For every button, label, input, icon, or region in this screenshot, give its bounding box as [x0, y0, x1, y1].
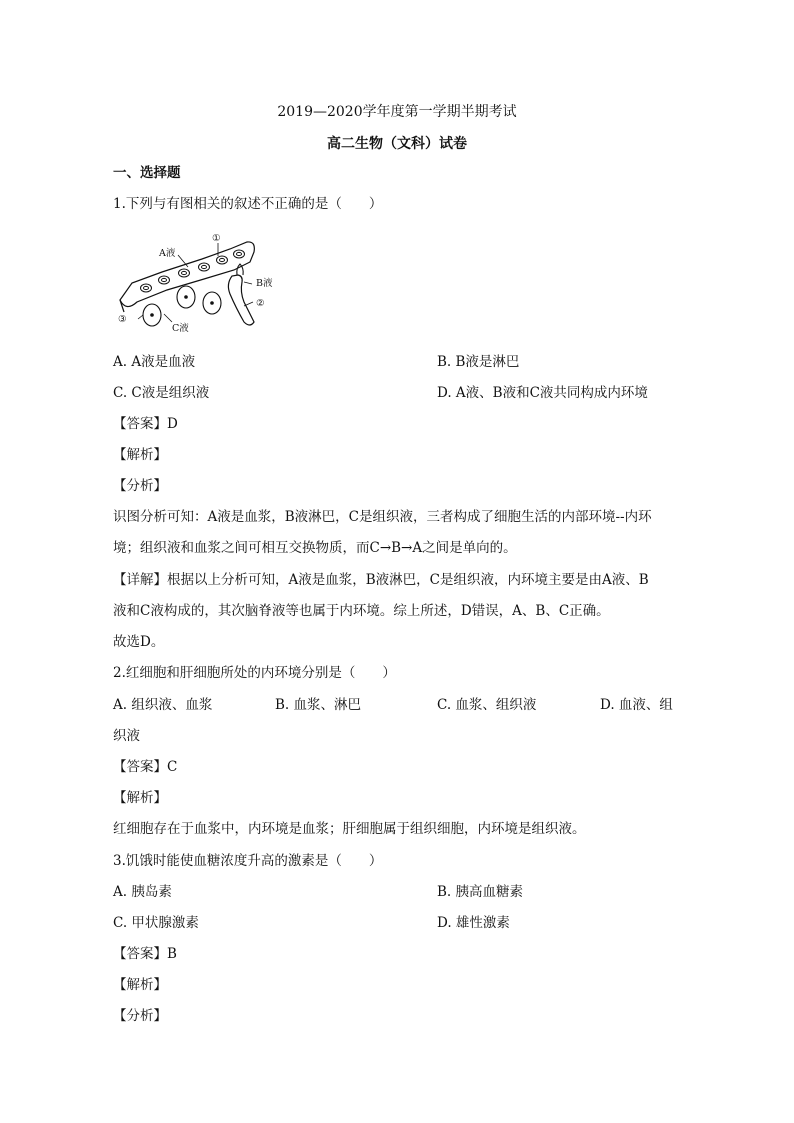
q1-analysis-label: 【解析】 [113, 447, 167, 463]
capillary-end-line [120, 300, 124, 312]
label-c-liquid: C液 [172, 323, 189, 334]
q1-option-c: C. C液是组织液 [113, 385, 210, 401]
q3-analysis-label: 【解析】 [113, 977, 167, 993]
q2-option-a: A. 组织液、血浆 [113, 697, 213, 713]
q3-option-b: B. 胰高血糖素 [437, 884, 524, 900]
q3-answer: 【答案】B [113, 946, 177, 962]
exam-subtitle: 高二生物（文科）试卷 [327, 136, 467, 152]
q2-analysis: 红细胞存在于血浆中，内环境是血浆；肝细胞属于组织细胞，内环境是组织液。 [113, 821, 586, 837]
q1-fenxi-line-2: 境；组织液和血浆之间可相互交换物质，而C→B→A之间是单向的。 [113, 540, 517, 556]
body-fluid-diagram [112, 228, 312, 340]
q2-stem: 2.红细胞和肝细胞所处的内环境分别是（ ） [113, 665, 396, 681]
marker-3: ③ [118, 314, 127, 325]
leader-lines [138, 243, 253, 322]
exam-title: 2019—2020学年度第一学期半期考试 [277, 104, 517, 120]
q1-option-a: A. A液是血液 [113, 354, 196, 370]
q2-option-b: B. 血浆、淋巴 [275, 697, 362, 713]
q3-option-d: D. 雄性激素 [437, 915, 510, 931]
q1-answer: 【答案】D [113, 416, 178, 432]
lymphatic-vessel [228, 275, 254, 325]
q1-detail-line-2: 液和C液构成的，其次脑脊液等也属于内环境。综上所述，D错误，A、B、C正确。 [113, 603, 610, 619]
q2-option-c: C. 血浆、组织液 [437, 697, 537, 713]
q3-stem: 3.饥饿时能使血糖浓度升高的激素是（ ） [113, 853, 383, 869]
label-b-liquid: B液 [256, 278, 273, 289]
tissue-cells [143, 286, 221, 326]
q2-option-d: D. 血液、组 [600, 697, 673, 713]
q3-fenxi-label: 【分析】 [113, 1008, 167, 1024]
section-heading: 一、选择题 [113, 165, 181, 181]
q2-option-d-wrap: 织液 [113, 728, 140, 744]
q1-detail-line-1: 【详解】根据以上分析可知，A液是血浆，B液淋巴，C是组织液，内环境主要是由A液、B [113, 572, 649, 588]
q1-fenxi-line-1: 识图分析可知：A液是血浆，B液淋巴，C是组织液，三者构成了细胞生活的内部环境--内环 [113, 509, 652, 525]
q2-answer: 【答案】C [113, 759, 178, 775]
q1-conclusion: 故选D。 [113, 634, 165, 650]
q3-option-c: C. 甲状腺激素 [113, 915, 199, 931]
q2-analysis-label: 【解析】 [113, 790, 167, 806]
q1-fenxi-label: 【分析】 [113, 478, 167, 494]
q3-option-a: A. 胰岛素 [113, 884, 172, 900]
q1-stem: 1.下列与有图相关的叙述不正确的是（ ） [113, 196, 383, 212]
q1-option-d: D. A液、B液和C液共同构成内环境 [437, 385, 648, 401]
label-a-liquid: A液 [159, 248, 176, 259]
q1-option-b: B. B液是淋巴 [437, 354, 520, 370]
marker-2: ② [256, 298, 265, 309]
marker-1: ① [212, 233, 221, 244]
